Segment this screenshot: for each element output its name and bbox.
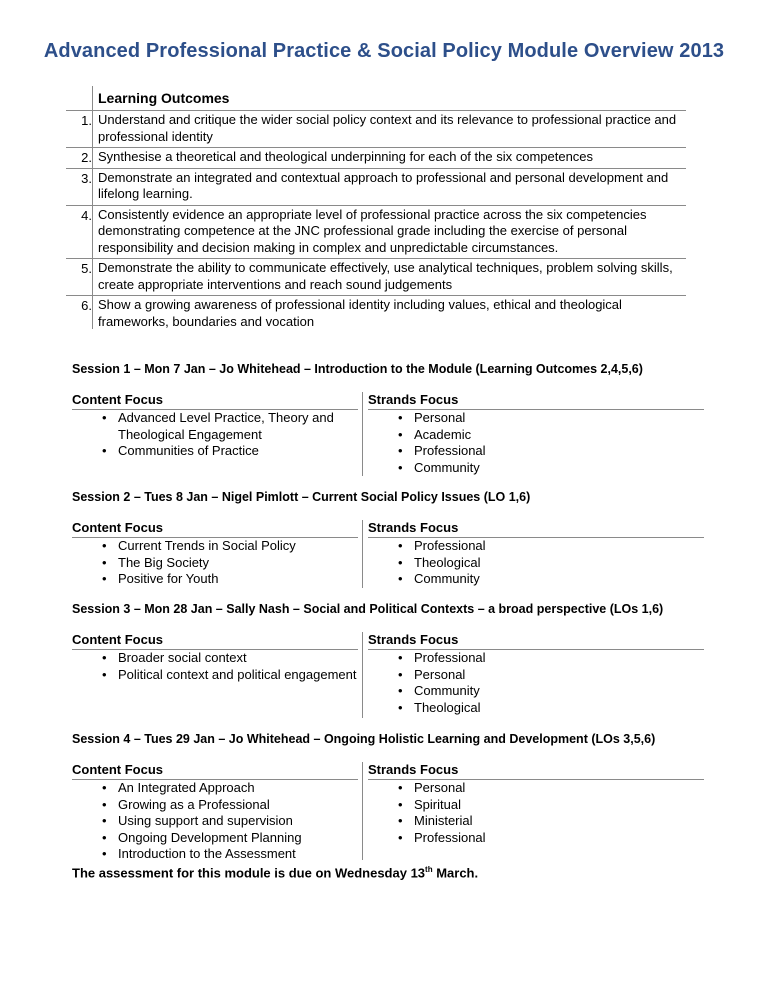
content-focus-item: • Using support and supervision [102,813,358,830]
assessment-note-end: March. [432,865,479,881]
learning-outcome-row [66,169,686,206]
session-1-title: Session 1 – Mon 7 Jan – Jo Whitehead – Introduction to the Module (Learning Outcomes 2,4,5,6) [72,362,643,376]
assessment-note-text: The assessment for this module is due on Wednesday 13 [72,865,426,881]
session-2-focus [72,520,702,588]
strands-focus-item: • Ministerial [398,813,704,830]
strands-focus-item: • Personal [398,667,704,684]
strands-focus-item: • Community [398,683,704,700]
content-focus-column [72,762,358,863]
learning-outcome-number: 2. [81,150,92,165]
learning-outcomes-table [66,86,686,332]
strands-focus-item: • Professional [398,443,704,460]
strands-focus-item: • Community [398,571,704,588]
content-focus-heading: Content Focus [72,762,358,780]
content-focus-column [72,520,358,588]
learning-outcome-row [66,148,686,169]
learning-outcome-text: Demonstrate an integrated and contextual approach to professional and personal development and lifelong learning. [98,169,669,201]
content-focus-item: • Advanced Level Practice, Theory and Theological Engagement [102,410,358,443]
session-4-focus [72,762,702,860]
content-focus-heading: Content Focus [72,392,358,410]
strands-focus-item: • Spiritual [398,797,704,814]
strands-focus-item: • Theological [398,555,704,572]
session-3-title: Session 3 – Mon 28 Jan – Sally Nash – Social and Political Contexts – a broad perspective (LOs 1,6) [72,602,664,616]
session-1-focus [72,392,702,476]
learning-outcome-text: Understand and critique the wider social policy context and its relevance to professional practice and professional identity [98,112,677,144]
content-focus-heading: Content Focus [72,520,358,538]
learning-outcome-number: 5. [81,261,92,276]
session-3-focus [72,632,702,718]
session-2-title: Session 2 – Tues 8 Jan – Nigel Pimlott – Current Social Policy Issues (LO 1,6) [72,490,531,504]
strands-focus-item: • Personal [398,780,704,797]
strands-focus-column [368,632,704,716]
content-focus-item: • Political context and political engagement [102,667,358,684]
session-4-title: Session 4 – Tues 29 Jan – Jo Whitehead – Ongoing Holistic Learning and Development (LOs 3,5,6) [72,732,656,746]
strands-focus-item: • Theological [398,700,704,717]
content-focus-item: • An Integrated Approach [102,780,358,797]
learning-outcomes-heading: Learning Outcomes [98,90,230,106]
column-divider [362,632,363,718]
content-focus-heading: Content Focus [72,632,358,650]
assessment-note [72,865,478,880]
strands-focus-item: • Personal [398,410,704,427]
learning-outcome-number: 1. [81,113,92,128]
column-divider [362,762,363,860]
learning-outcome-row [66,296,686,332]
strands-focus-heading: Strands Focus [368,520,704,538]
content-focus-item: • Introduction to the Assessment [102,846,358,863]
strands-focus-heading: Strands Focus [368,392,704,410]
content-focus-column [72,632,358,683]
content-focus-item: • Growing as a Professional [102,797,358,814]
learning-outcome-text: Show a growing awareness of professional identity including values, ethical and theological frameworks, boundaries and vocation [98,297,622,329]
strands-focus-item: • Academic [398,427,704,444]
learning-outcome-row [66,111,686,148]
learning-outcome-number: 6. [81,298,92,313]
strands-focus-heading: Strands Focus [368,762,704,780]
strands-focus-item: • Professional [398,830,704,847]
assessment-note-suffix: th [425,865,433,874]
content-focus-column [72,392,358,460]
learning-outcome-text: Consistently evidence an appropriate level of professional practice across the six competencies demonstrating competence at the JNC professional grade including the exercise of personal responsibility and decision making in complex and unpredictable circumstances. [98,206,647,255]
learning-outcome-row [66,206,686,260]
strands-focus-column [368,392,704,476]
content-focus-item: • Communities of Practice [102,443,358,460]
strands-focus-column [368,762,704,846]
learning-outcomes-header [66,86,686,111]
learning-outcome-text: Demonstrate the ability to communicate effectively, use analytical techniques, problem solving skills, create appropriate interventions and reach sound judgements [98,260,673,292]
learning-outcome-number: 4. [81,207,92,223]
content-focus-item: • Broader social context [102,650,358,667]
content-focus-item: • The Big Society [102,555,358,572]
learning-outcome-text: Synthesise a theoretical and theological underpinning for each of the six competences [98,149,594,164]
strands-focus-heading: Strands Focus [368,632,704,650]
content-focus-item: • Ongoing Development Planning [102,830,358,847]
column-divider [362,392,363,476]
strands-focus-item: • Professional [398,650,704,667]
page-title: Advanced Professional Practice & Social Policy Module Overview 2013 [43,40,725,62]
strands-focus-column [368,520,704,588]
content-focus-item: • Current Trends in Social Policy [102,538,358,555]
column-divider [362,520,363,588]
strands-focus-item: • Community [398,460,704,477]
content-focus-item: • Positive for Youth [102,571,358,588]
learning-outcome-row [66,259,686,296]
strands-focus-item: • Professional [398,538,704,555]
learning-outcome-number: 3. [81,170,92,186]
